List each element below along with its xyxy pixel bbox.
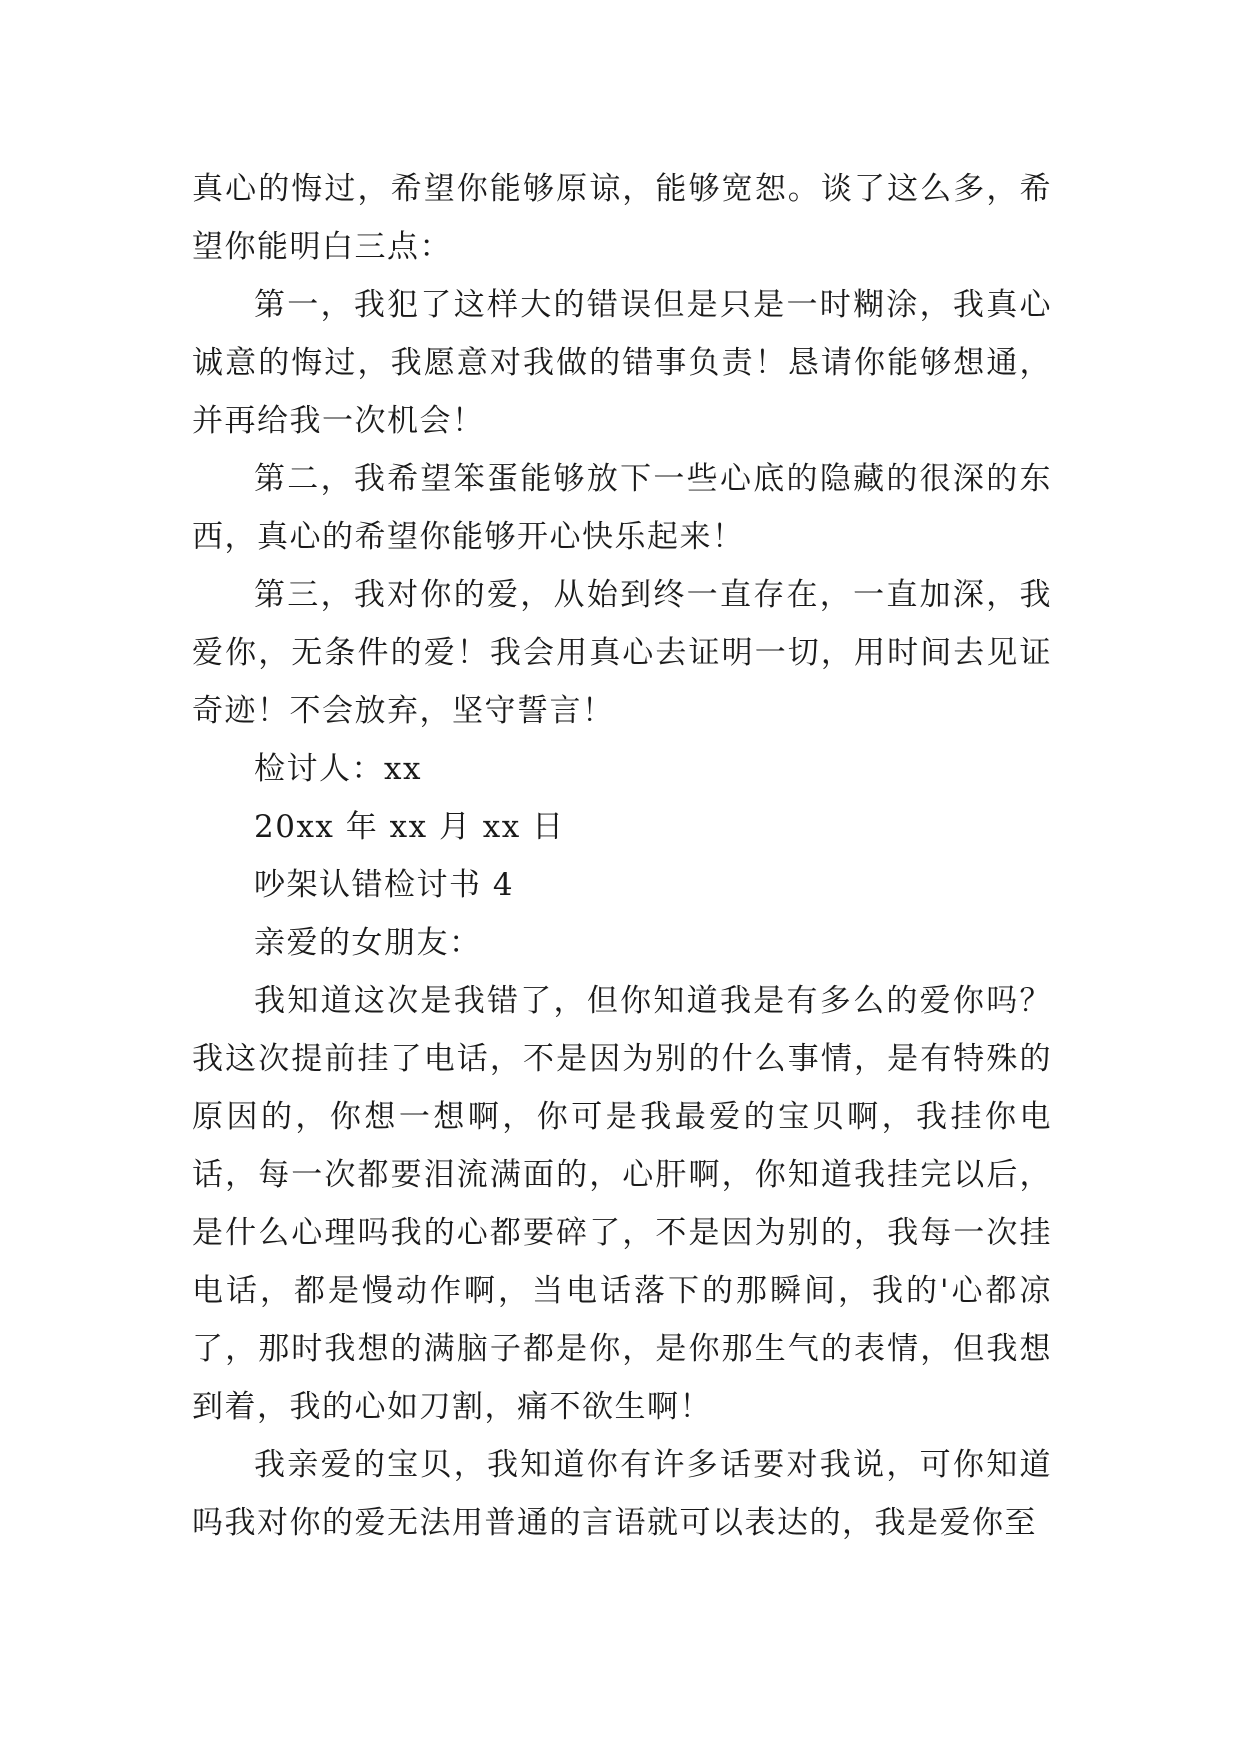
signature-line: 检讨人：xx: [254, 751, 422, 787]
date-line: 20xx 年 xx 月 xx 日: [254, 809, 565, 845]
section-title: 吵架认错检讨书 4: [254, 867, 515, 903]
paragraph-point-one: 第一，我犯了这样大的错误但是只是一时糊涂，我真心诚意的悔过，我愿意对我做的错事负责！恳请你能够想通，并再给我一次机会！: [192, 287, 1052, 439]
paragraph-continuation: 真心的悔过，希望你能够原谅，能够宽恕。谈了这么多，希望你能明白三点：: [192, 171, 1052, 265]
paragraph-body-two: 我亲爱的宝贝，我知道你有许多话要对我说，可你知道吗我对你的爱无法用普通的言语就可以表达的，我是爱你至: [192, 1447, 1052, 1541]
paragraph-point-three: 第三，我对你的爱，从始到终一直存在，一直加深，我爱你，无条件的爱！我会用真心去证明一切，用时间去见证奇迹！不会放弃，坚守誓言！: [192, 577, 1052, 729]
salutation: 亲爱的女朋友：: [254, 925, 482, 961]
paragraph-body-one: 我知道这次是我错了，但你知道我是有多么的爱你吗？我这次提前挂了电话，不是因为别的什么事情，是有特殊的原因的，你想一想啊，你可是我最爱的宝贝啊，我挂你电话，每一次都要泪流满面的，心肝啊，你知道我挂完以后，是什么心理吗我的心都要碎了，不是因为别的，我每一次挂电话，都是慢动作啊，当电话落下的那瞬间，我的'心都凉了，那时我想的满脑子都是你，是你那生气的表情，但我想到着，我的心如刀割，痛不欲生啊！: [192, 983, 1052, 1425]
document-body: [192, 160, 1052, 1552]
paragraph-point-two: 第二，我希望笨蛋能够放下一些心底的隐藏的很深的东西，真心的希望你能够开心快乐起来！: [192, 461, 1052, 555]
